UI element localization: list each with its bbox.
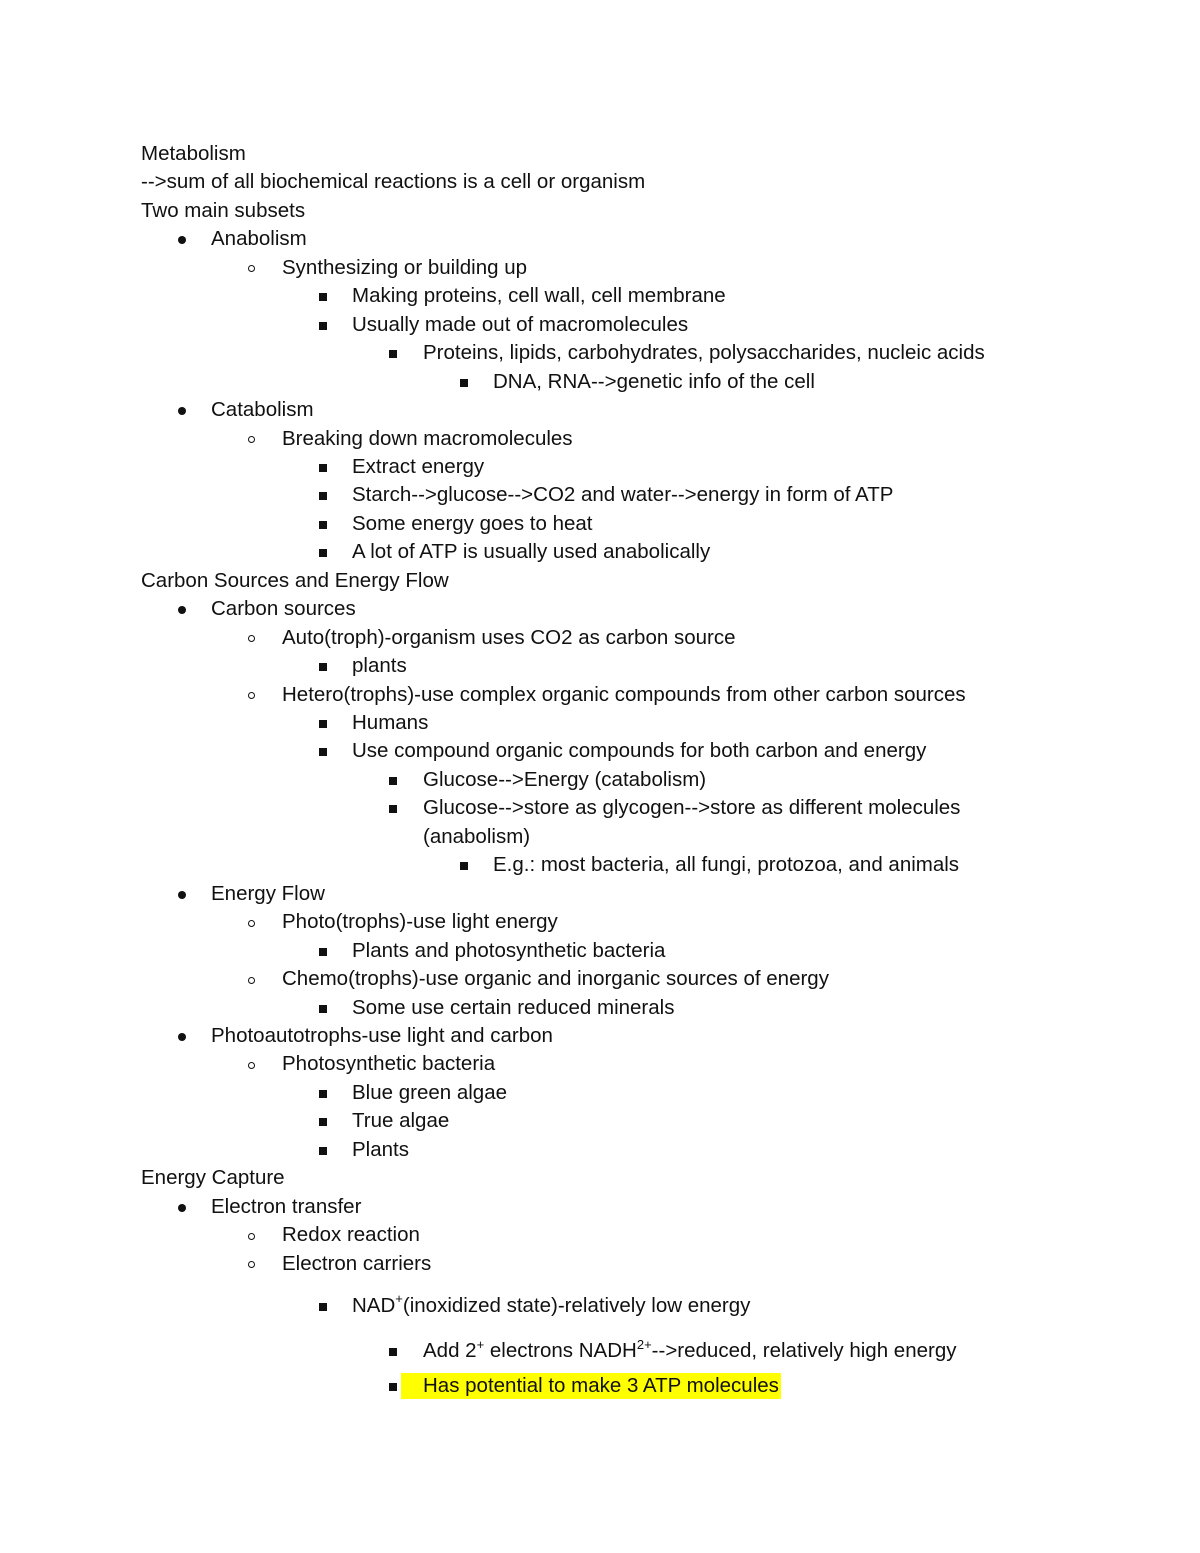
disc-bullet-icon xyxy=(178,606,186,614)
square-bullet-icon xyxy=(319,322,327,330)
item-text: Blue green algae xyxy=(352,1080,508,1104)
item-text: Proteins, lipids, carbohydrates, polysaccharides, nucleic acids xyxy=(423,341,985,365)
text-segment: Add 2 xyxy=(423,1339,477,1363)
circle-bullet-icon xyxy=(248,920,255,927)
item-text: plants xyxy=(352,654,407,678)
item-text: (anabolism) xyxy=(423,824,531,848)
item-text: Electron transfer xyxy=(211,1194,362,1218)
item-text: Metabolism xyxy=(141,142,246,165)
item-text: Starch-->glucose-->CO2 and water-->energy in form of ATP xyxy=(352,483,894,507)
square-bullet-icon xyxy=(460,862,468,870)
item-text: DNA, RNA-->genetic info of the cell xyxy=(493,369,815,393)
square-bullet-icon xyxy=(319,549,327,557)
square-bullet-icon xyxy=(389,777,397,785)
item-text: Use compound organic compounds for both carbon and energy xyxy=(352,739,927,763)
square-bullet-icon xyxy=(319,1303,327,1311)
square-bullet-icon xyxy=(319,464,327,472)
square-bullet-icon xyxy=(319,1090,327,1098)
square-bullet-icon xyxy=(319,1118,327,1126)
text-segment: electrons NADH xyxy=(484,1339,637,1363)
item-text: Photoautotrophs-use light and carbon xyxy=(211,1023,553,1047)
circle-bullet-icon xyxy=(248,1233,255,1240)
item-text: Synthesizing or building up xyxy=(282,255,528,279)
item-text: -->sum of all biochemical reactions is a cell or organism xyxy=(141,170,646,194)
item-text xyxy=(352,1293,750,1319)
item-text: Two main subsets xyxy=(141,198,306,222)
disc-bullet-icon xyxy=(178,1033,186,1041)
superscript: 2+ xyxy=(636,1336,652,1352)
square-bullet-icon xyxy=(319,521,327,529)
item-text: Humans xyxy=(352,711,429,734)
superscript: + xyxy=(476,1336,485,1352)
circle-bullet-icon xyxy=(248,1261,255,1268)
square-bullet-icon xyxy=(460,379,468,387)
circle-bullet-icon xyxy=(248,635,255,642)
item-text xyxy=(423,1338,957,1364)
square-bullet-icon xyxy=(319,492,327,500)
text-segment: -->reduced, relatively high energy xyxy=(651,1339,957,1363)
disc-bullet-icon xyxy=(178,407,186,415)
item-text: Photosynthetic bacteria xyxy=(282,1052,496,1076)
item-text: Glucose-->store as glycogen-->store as different molecules xyxy=(423,796,961,820)
item-text: Carbon Sources and Energy Flow xyxy=(141,568,449,592)
square-bullet-icon xyxy=(319,663,327,671)
disc-bullet-icon xyxy=(178,236,186,244)
item-text: Redox reaction xyxy=(282,1223,420,1247)
square-bullet-icon xyxy=(319,720,327,728)
item-text: Glucose-->Energy (catabolism) xyxy=(423,767,707,791)
disc-bullet-icon xyxy=(178,1204,186,1212)
item-text: Some use certain reduced minerals xyxy=(352,995,675,1019)
item-text: Auto(troph)-organism uses CO2 as carbon source xyxy=(282,625,736,649)
text-segment: (inoxidized state)-relatively low energy xyxy=(402,1294,751,1317)
square-bullet-icon xyxy=(319,1005,327,1013)
item-text: Usually made out of macromolecules xyxy=(352,312,689,336)
item-text: Chemo(trophs)-use organic and inorganic sources of energy xyxy=(282,967,829,991)
item-text: A lot of ATP is usually used anabolically xyxy=(352,540,711,564)
square-bullet-icon xyxy=(319,948,327,956)
item-text: Photo(trophs)-use light energy xyxy=(282,910,558,934)
item-text: True algae xyxy=(352,1109,450,1133)
square-bullet-icon xyxy=(319,1147,327,1155)
text-segment: NAD xyxy=(352,1294,396,1317)
item-text: Extract energy xyxy=(352,454,485,478)
item-text: E.g.: most bacteria, all fungi, protozoa, and animals xyxy=(493,853,960,877)
square-bullet-icon xyxy=(389,350,397,358)
item-text: Hetero(trophs)-use complex organic compounds from other carbon sources xyxy=(282,682,966,706)
circle-bullet-icon xyxy=(248,1062,255,1069)
disc-bullet-icon xyxy=(178,891,186,899)
circle-bullet-icon xyxy=(248,436,255,443)
item-text: Breaking down macromolecules xyxy=(282,426,573,450)
item-text: Making proteins, cell wall, cell membrane xyxy=(352,284,726,308)
item-text: Anabolism xyxy=(211,227,307,251)
square-bullet-icon xyxy=(389,1348,397,1356)
square-bullet-icon xyxy=(389,805,397,813)
circle-bullet-icon xyxy=(248,692,255,699)
circle-bullet-icon xyxy=(248,977,255,984)
square-bullet-icon xyxy=(389,1383,397,1391)
item-text: Some energy goes to heat xyxy=(352,511,593,535)
superscript: + xyxy=(395,1291,403,1307)
square-bullet-icon xyxy=(319,748,327,756)
item-text: Catabolism xyxy=(211,398,314,422)
item-text: Plants xyxy=(352,1137,409,1161)
item-text: Plants and photosynthetic bacteria xyxy=(352,938,666,962)
item-text: Carbon sources xyxy=(211,597,356,621)
item-text: Has potential to make 3 ATP molecules xyxy=(401,1373,781,1399)
item-text: Electron carriers xyxy=(282,1251,432,1275)
circle-bullet-icon xyxy=(248,265,255,272)
square-bullet-icon xyxy=(319,293,327,301)
item-text: Energy Flow xyxy=(211,881,325,905)
item-text: Energy Capture xyxy=(141,1166,285,1190)
